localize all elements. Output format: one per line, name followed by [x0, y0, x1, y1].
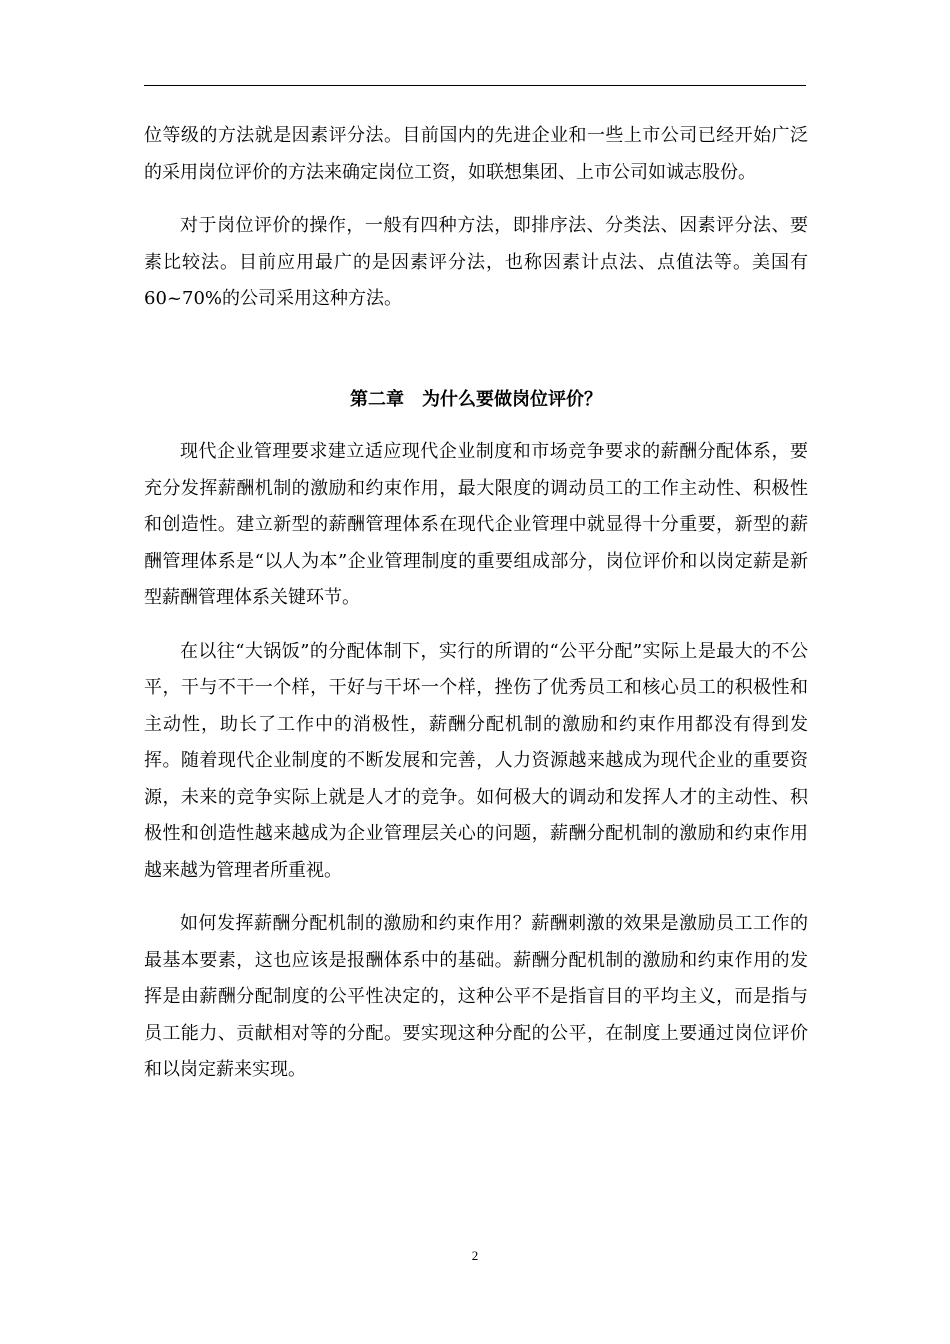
paragraph-gap — [144, 617, 808, 634]
chapter-gap-after — [144, 418, 808, 434]
paragraph-gap — [144, 191, 808, 208]
paragraph-past-system: 在以往“大锅饭”的分配体制下，实行的所谓的“公平分配”实际上是最大的不公平，干与不干一个样，干好与干坏一个样，挫伤了优秀员工和核心员工的积极性和主动性，助长了工作中的消极性，薪酬分配机制的激励和约束作用都没有得到发挥。随着现代企业制度的不断发展和完善，人力资源越来越成为现代企业的重要资源，未来的竞争实际上就是人才的竞争。如何极大的调动和发挥人才的主动性、积极性和创造性越来越成为企业管理层关心的问题，薪酬分配机制的激励和约束作用越来越为管理者所重视。 — [144, 640, 808, 881]
paragraph-gap — [144, 889, 808, 906]
chapter-title: 第二章 为什么要做岗位评价？ — [350, 388, 602, 410]
chapter-gap — [144, 318, 808, 382]
paragraph-evaluation-methods: 对于岗位评价的操作，一般有四种方法，即排序法、分类法、因素评分法、要素比较法。目前应用最广的是因素评分法，也称因素计点法、点值法等。美国有 60~70%的公司采用这种方法。 — [144, 215, 808, 309]
paragraph-incentive-role: 如何发挥薪酬分配机制的激励和约束作用？薪酬刺激的效果是激励员工工作的最基本要素，这也应该是报酬体系中的基础。薪酬分配机制的激励和约束作用的发挥是由薪酬分配制度的公平性决定的，这种公平不是指盲目的平均主义，而是指与员工能力、贡献相对等的分配。要实现这种分配的公平，在制度上要通过岗位评价和以岗定薪来实现。 — [144, 913, 808, 1080]
paragraph-continued: 位等级的方法就是因素评分法。目前国内的先进企业和一些上市公司已经开始广泛的采用岗位评价的方法来确定岗位工资，如联想集团、上市公司如诚志股份。 — [144, 125, 808, 183]
header-rule — [144, 85, 806, 86]
document-body — [144, 118, 808, 1089]
page-number: 2 — [471, 1248, 479, 1263]
paragraph-modern-management: 现代企业管理要求建立适应现代企业制度和市场竞争要求的薪酬分配体系，要充分发挥薪酬机制的激励和约束作用，最大限度的调动员工的工作主动性、积极性和创造性。建立新型的薪酬管理体系在现代企业管理中就显得十分重要，新型的薪酬管理体系是“以人为本”企业管理制度的重要组成部分，岗位评价和以岗定薪是新型薪酬管理体系关键环节。 — [144, 441, 808, 608]
